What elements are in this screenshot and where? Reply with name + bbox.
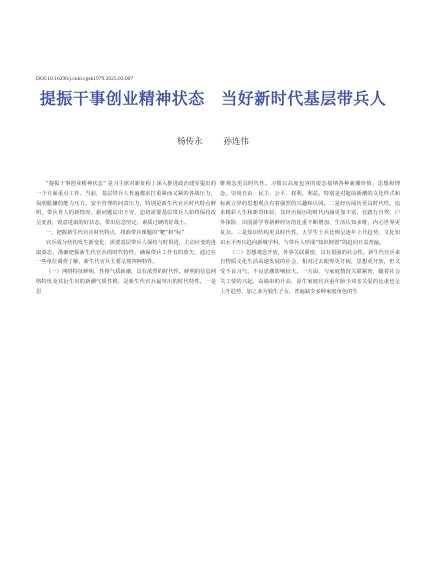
right-column <box>220 180 400 298</box>
paragraph: 官兵成分结构发生新变化，需要基层带兵人保持与时俱进，主动应变的进取姿态，准确把握新生代官兵的时代特性，确保带兵工作有的放矢，通过在一些单位调查了解，新生代官兵主要呈现四种特性。 <box>36 239 216 266</box>
left-column <box>36 180 216 298</box>
subsection-1: （一）网络特征鲜明，性格气质新潮，具有浓烈的时代性。鲜明的信息网络特征及其衍生出的新潮气质性格，是新生代官兵最突出的时代特性。一是思 <box>36 269 216 295</box>
section-heading-1: 一、把握新生代官兵时代特点，找准带兵课题的“靶”和“标” <box>46 229 185 236</box>
subsection-2: （二）思想观念开放，外界关联紧密，具有很强的社会性。新生代官兵来自物质文化生活高速发展的社会，相对过去眼界更开阔，思想更开放，但又受不良习气、不良思潮影响较大。一方面，与家庭情况关联紧密，随着社会关工要的兴起，高墙串的升高，原生家庭官兵重年龄少双亲关爱的比重也呈上升趋势，加之多为独生子女，普遍缺少多种家庭角色的生 <box>220 249 400 295</box>
paragraph: 维观念更具时代性。习惯以高度包容的姿态接纳各种新潮价值、思想和理念，崇尚自由、民主、公平、权利、利益。特别是对超前新潮的文化样式和标新立异的思想观点有着强烈的兴趣和认同。二是经历阅历更具时代性。追求精彩人生和新奇体验，其经历阅历的时代内涵更加丰富，有踏行自驾、户外探险、出国游学等新鲜经历的比重不断增加，生活认知多维，内心世界更复杂。三是知识结构更具时代性。大学生士兵比例呈逐年上升趋势，文化知识水平再且趋向新城学科，与带兵人形成“知识倒置”的趋向日益普遍。 <box>220 181 400 246</box>
article-title: 提振干事创业精神状态 当好新时代基层带兵人 <box>39 89 387 108</box>
authors: 杨传永 孙连伟 <box>177 137 249 147</box>
doi-line: DOI:10.16296/j.cnki.cgsk1979.2025.03.007 <box>36 76 134 82</box>
paragraph-intro: “提振干事创业精神状态” 是习主席对新征程上深入推进政治建军提出的一个方面重点工作。当前，基层带兵人普遍都求扛重紧而又紧的各战压力，侃明肌嫌的能力压力。安全管理的问责压力，特别是新生代官兵时代特点鲜明，带兵育人的新情况、新问题层出不穷，迫切需要基层带兵人始终保持改呈变准，锐意进取的好状态，带出信念坚定、素质过硬的好战士。 <box>36 181 216 227</box>
